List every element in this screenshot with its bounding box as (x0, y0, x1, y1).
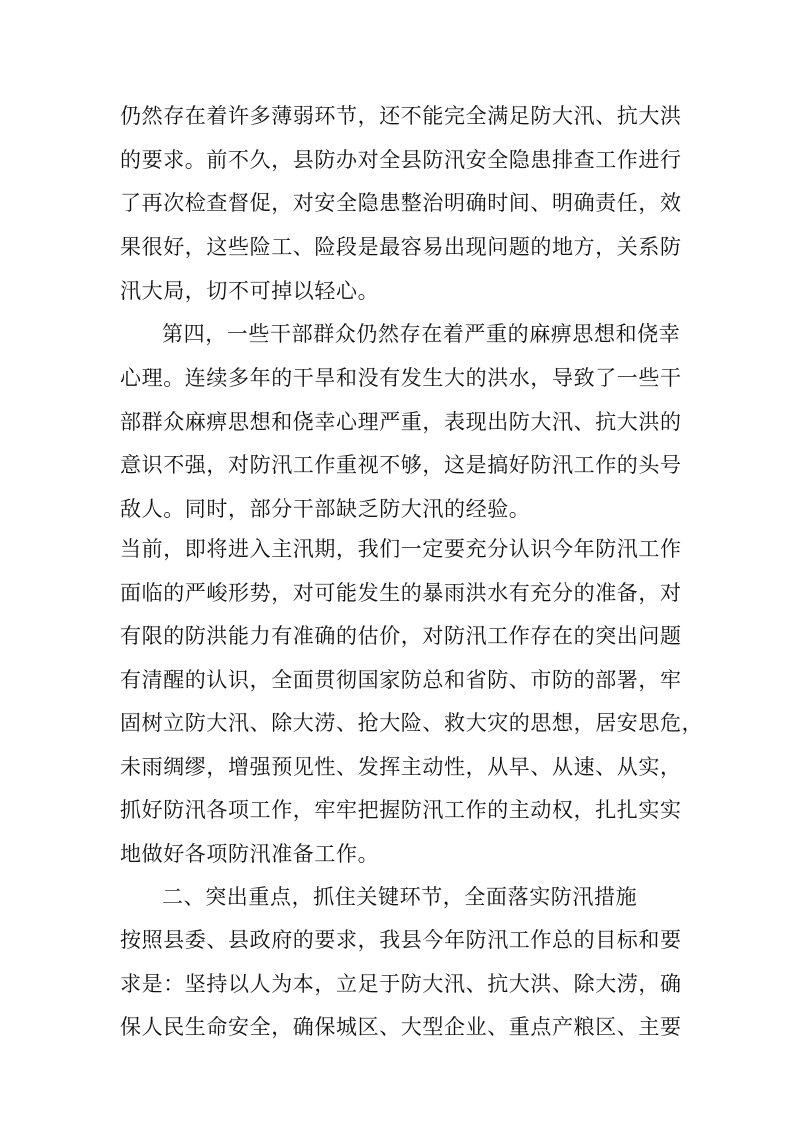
text-line: 的要求。前不久，县防办对全县防汛安全隐患排查工作进行 (120, 148, 682, 172)
paragraph-first-line: 第四，一些干部群众仍然存在着严重的麻痹思想和侥幸 (162, 322, 681, 346)
text-line: 固树立防大汛、除大涝、抢大险、救大灾的思想，居安思危， (120, 711, 704, 735)
text-line: 保人民生命安全，确保城区、大型企业、重点产粮区、主要 (120, 1015, 682, 1039)
text-line: 抓好防汛各项工作，牢牢把握防汛工作的主动权，扎扎实实 (120, 798, 682, 822)
text-line: 未雨绸缪，增强预见性、发挥主动性，从早、从速、从实， (120, 755, 682, 779)
section-heading: 二、突出重点，抓住关键环节，全面落实防汛措施 (162, 885, 638, 909)
text-line: 按照县委、县政府的要求，我县今年防汛工作总的目标和要 (120, 928, 682, 952)
text-line: 了再次检查督促，对安全隐患整治明确时间、明确责任，效 (120, 191, 682, 215)
text-line: 部群众麻痹思想和侥幸心理严重，表现出防大汛、抗大洪的 (120, 410, 682, 434)
text-line: 有限的防洪能力有准确的估价，对防汛工作存在的突出问题 (120, 624, 682, 648)
text-line: 求是：坚持以人为本，立足于防大汛、抗大洪、除大涝，确 (120, 972, 682, 996)
text-line: 果很好，这些险工、险段是最容易出现问题的地方，关系防 (120, 235, 682, 259)
text-line: 心理。连续多年的干旱和没有发生大的洪水，导致了一些干 (120, 366, 682, 390)
text-line: 有清醒的认识，全面贯彻国家防总和省防、市防的部署，牢 (120, 668, 682, 692)
text-line: 意识不强，对防汛工作重视不够，这是搞好防汛工作的头号 (120, 453, 682, 477)
text-line: 汛大局，切不可掉以轻心。 (120, 279, 380, 303)
text-line: 面临的严峻形势，对可能发生的暴雨洪水有充分的准备，对 (120, 581, 682, 605)
text-line: 地做好各项防汛准备工作。 (120, 842, 380, 866)
text-line: 敌人。同时，部分干部缺乏防大汛的经验。 (120, 497, 531, 521)
text-line: 仍然存在着许多薄弱环节，还不能完全满足防大汛、抗大洪 (120, 104, 682, 128)
text-line: 当前，即将进入主汛期，我们一定要充分认识今年防汛工作 (120, 537, 682, 561)
